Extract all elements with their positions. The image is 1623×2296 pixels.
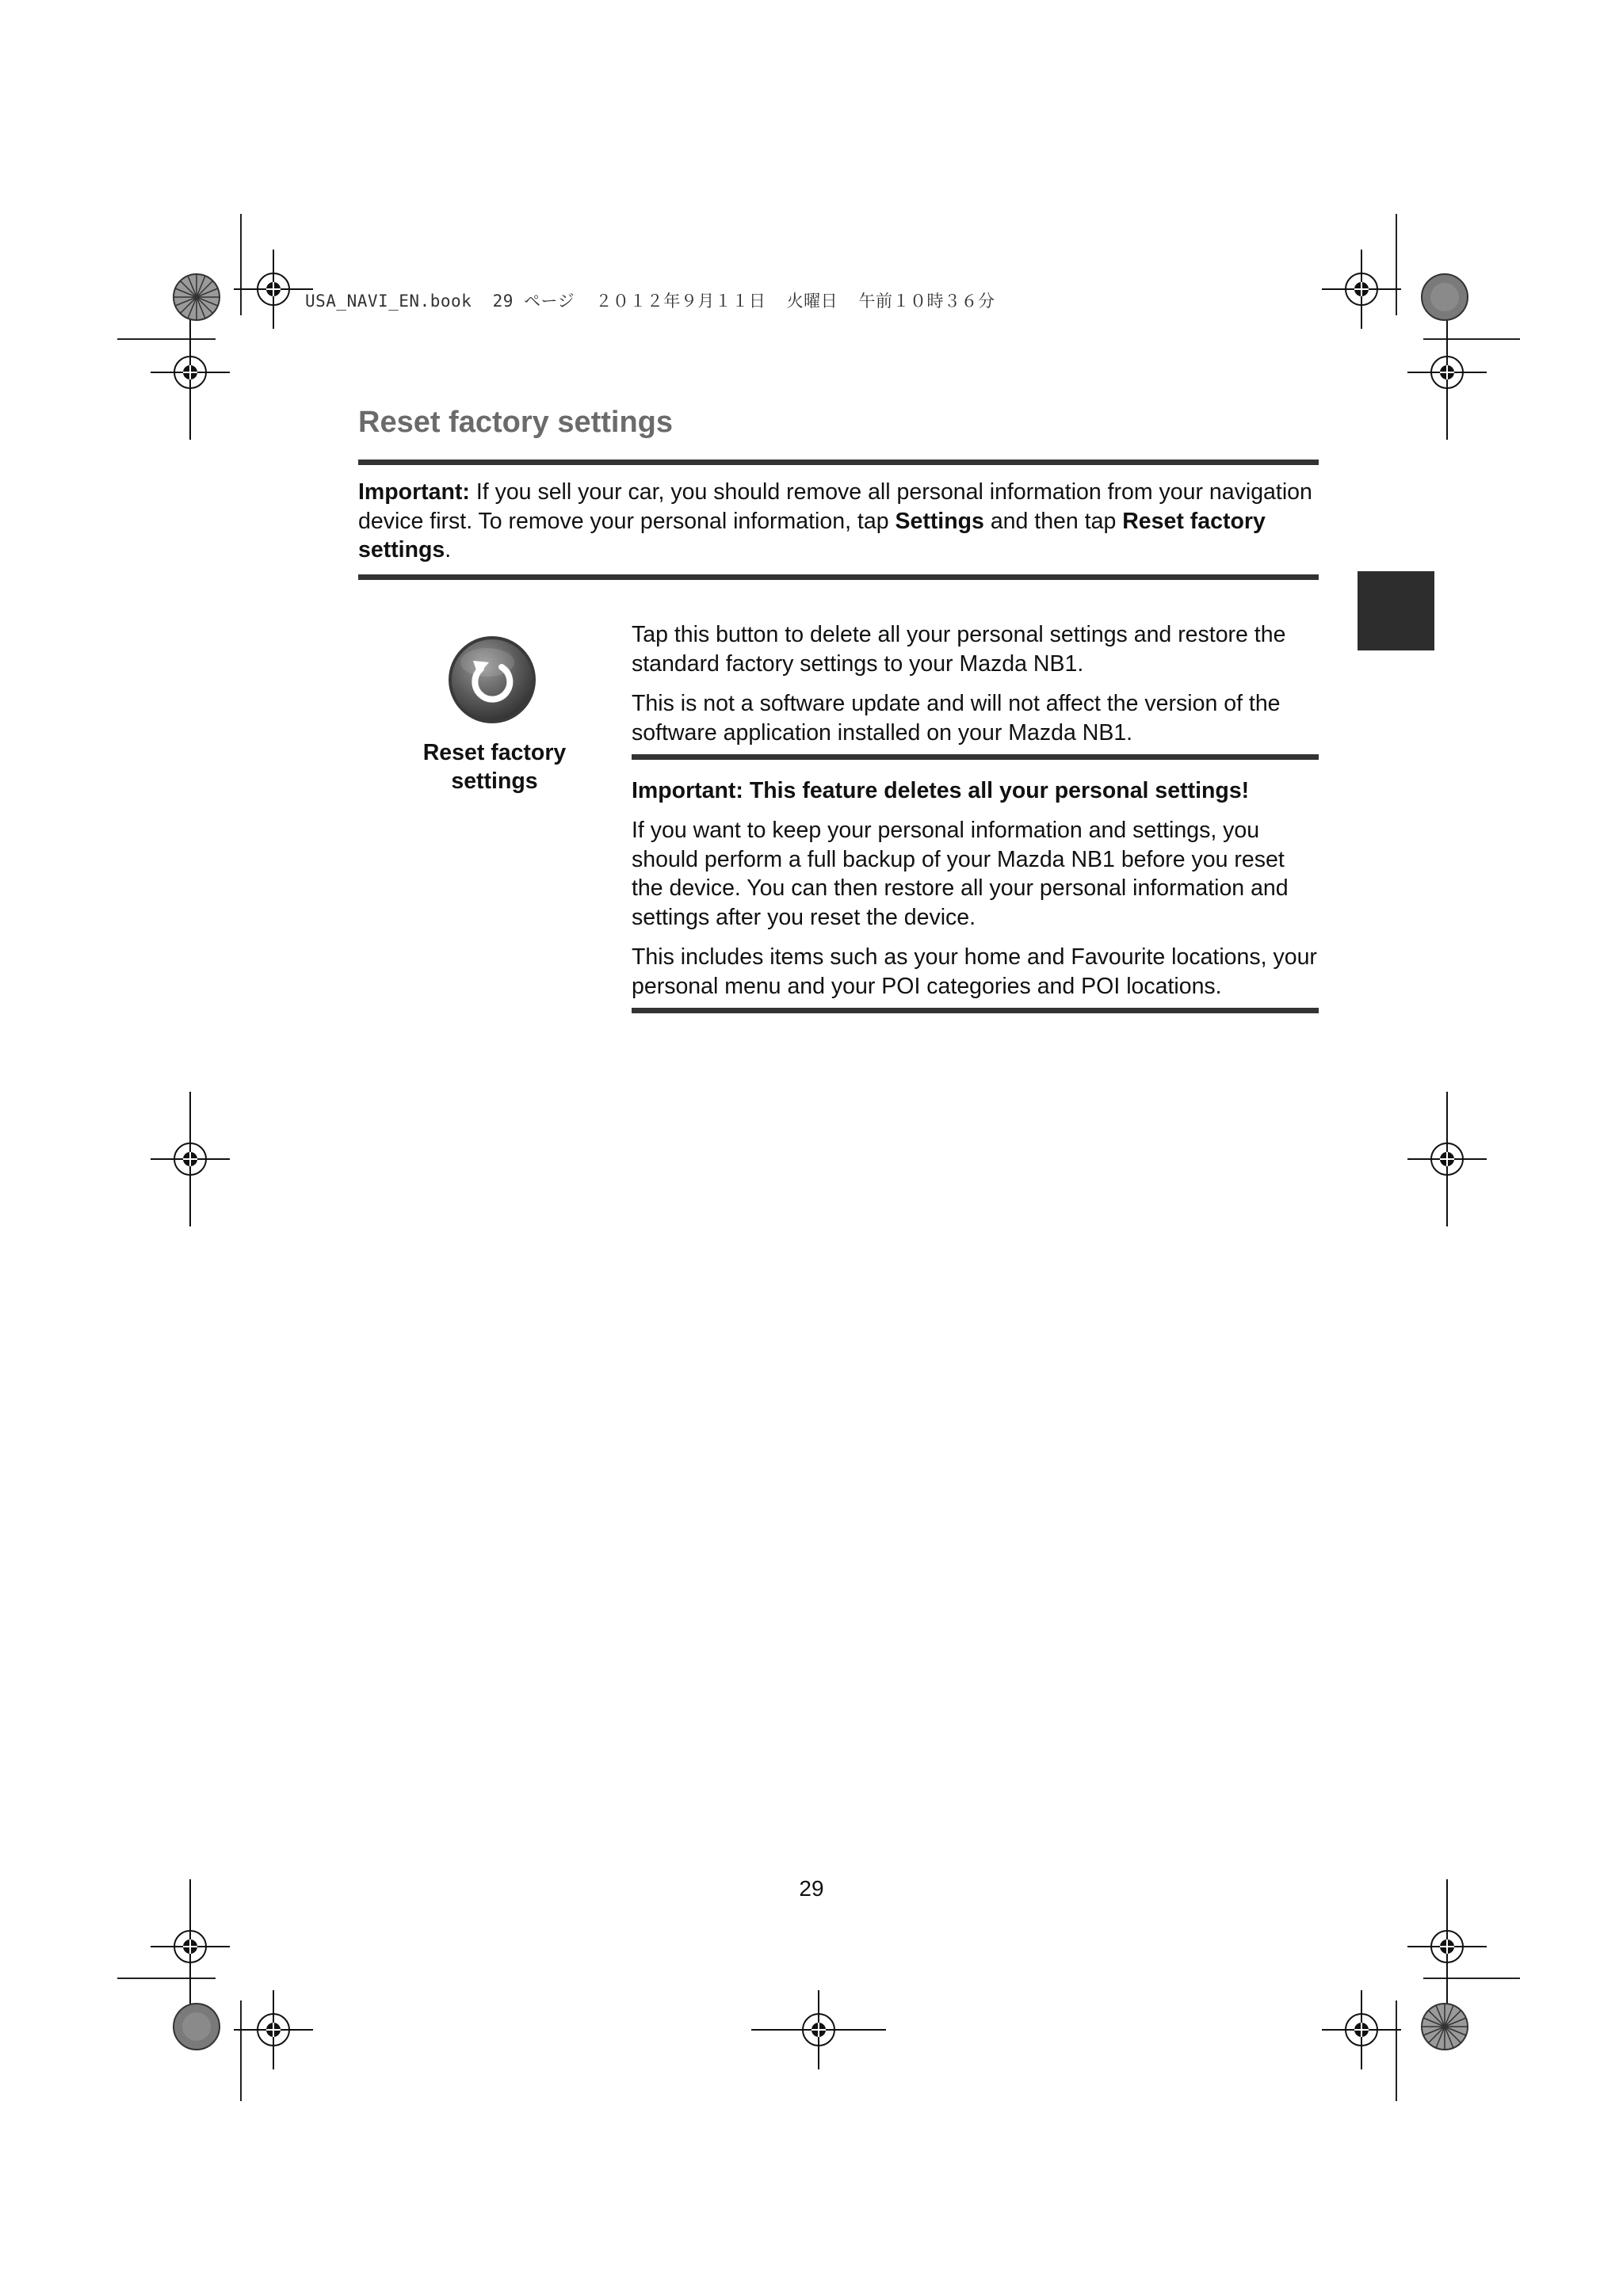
reset-label: Reset factory settings	[358, 508, 1266, 563]
intro-paragraph	[358, 478, 1319, 565]
description-paragraph-3: If you want to keep your personal information and settings, you should perform a full backup of your Mazda NB1 before you reset the device. You can then restore all your personal information and settings after you reset the device.	[632, 818, 1289, 930]
registration-target-left-lower	[151, 1879, 230, 2014]
gray-disc-bottom-left	[172, 2002, 221, 2051]
description-paragraph-4: This includes items such as your home and Favourite locations, your personal menu and your POI categories and POI locations.	[632, 944, 1317, 999]
registration-target-bottom-center	[751, 1990, 886, 2069]
page-number: 29	[799, 1876, 824, 1901]
caption-line-2: settings	[451, 769, 538, 794]
registration-target-left-upper	[151, 305, 230, 440]
registration-target-bottom-right	[1322, 1990, 1401, 2069]
print-header: USA_NAVI_EN.book 29 ページ ２０１２年９月１１日 火曜日 午前１０時３６分	[305, 292, 995, 311]
registration-target-top-left	[234, 250, 313, 329]
end-rule	[632, 1008, 1319, 1013]
settings-label: Settings	[895, 508, 984, 534]
star-target-top-left	[172, 273, 221, 322]
description-rule	[632, 754, 1319, 760]
registration-target-top-right	[1322, 250, 1401, 329]
gray-disc-top-right	[1420, 273, 1469, 322]
intro-text-1: If you sell your car, you should remove all personal information from your navigation device first. To remove your personal information, tap	[358, 479, 1312, 534]
title-rule	[358, 460, 1319, 465]
registration-target-bottom-left	[234, 1990, 313, 2069]
chapter-tab	[1358, 571, 1434, 650]
star-target-bottom-right	[1420, 2002, 1469, 2051]
description-paragraph-1: Tap this button to delete all your personal settings and restore the standard factory settings to your Mazda NB1.	[632, 622, 1286, 677]
reset-button-caption	[398, 738, 591, 795]
registration-target-right-middle	[1407, 1092, 1487, 1226]
registration-target-right-lower	[1407, 1879, 1487, 2014]
reset-arrow-icon	[446, 634, 538, 726]
intro-rule	[358, 574, 1319, 580]
description-paragraph-2: This is not a software update and will not affect the version of the software application installed on your Mazda NB1.	[632, 691, 1281, 746]
important-label: Important:	[358, 479, 470, 505]
registration-target-left-middle	[151, 1092, 230, 1226]
reset-factory-settings-button[interactable]	[446, 634, 538, 726]
intro-text-3: .	[445, 537, 452, 563]
warning-text: Important: This feature deletes all your personal settings!	[632, 778, 1250, 803]
registration-target-right-upper	[1407, 305, 1487, 440]
intro-text-2: and then tap	[983, 508, 1123, 534]
section-title: Reset factory settings	[358, 406, 674, 439]
caption-line-1: Reset factory	[422, 740, 567, 765]
